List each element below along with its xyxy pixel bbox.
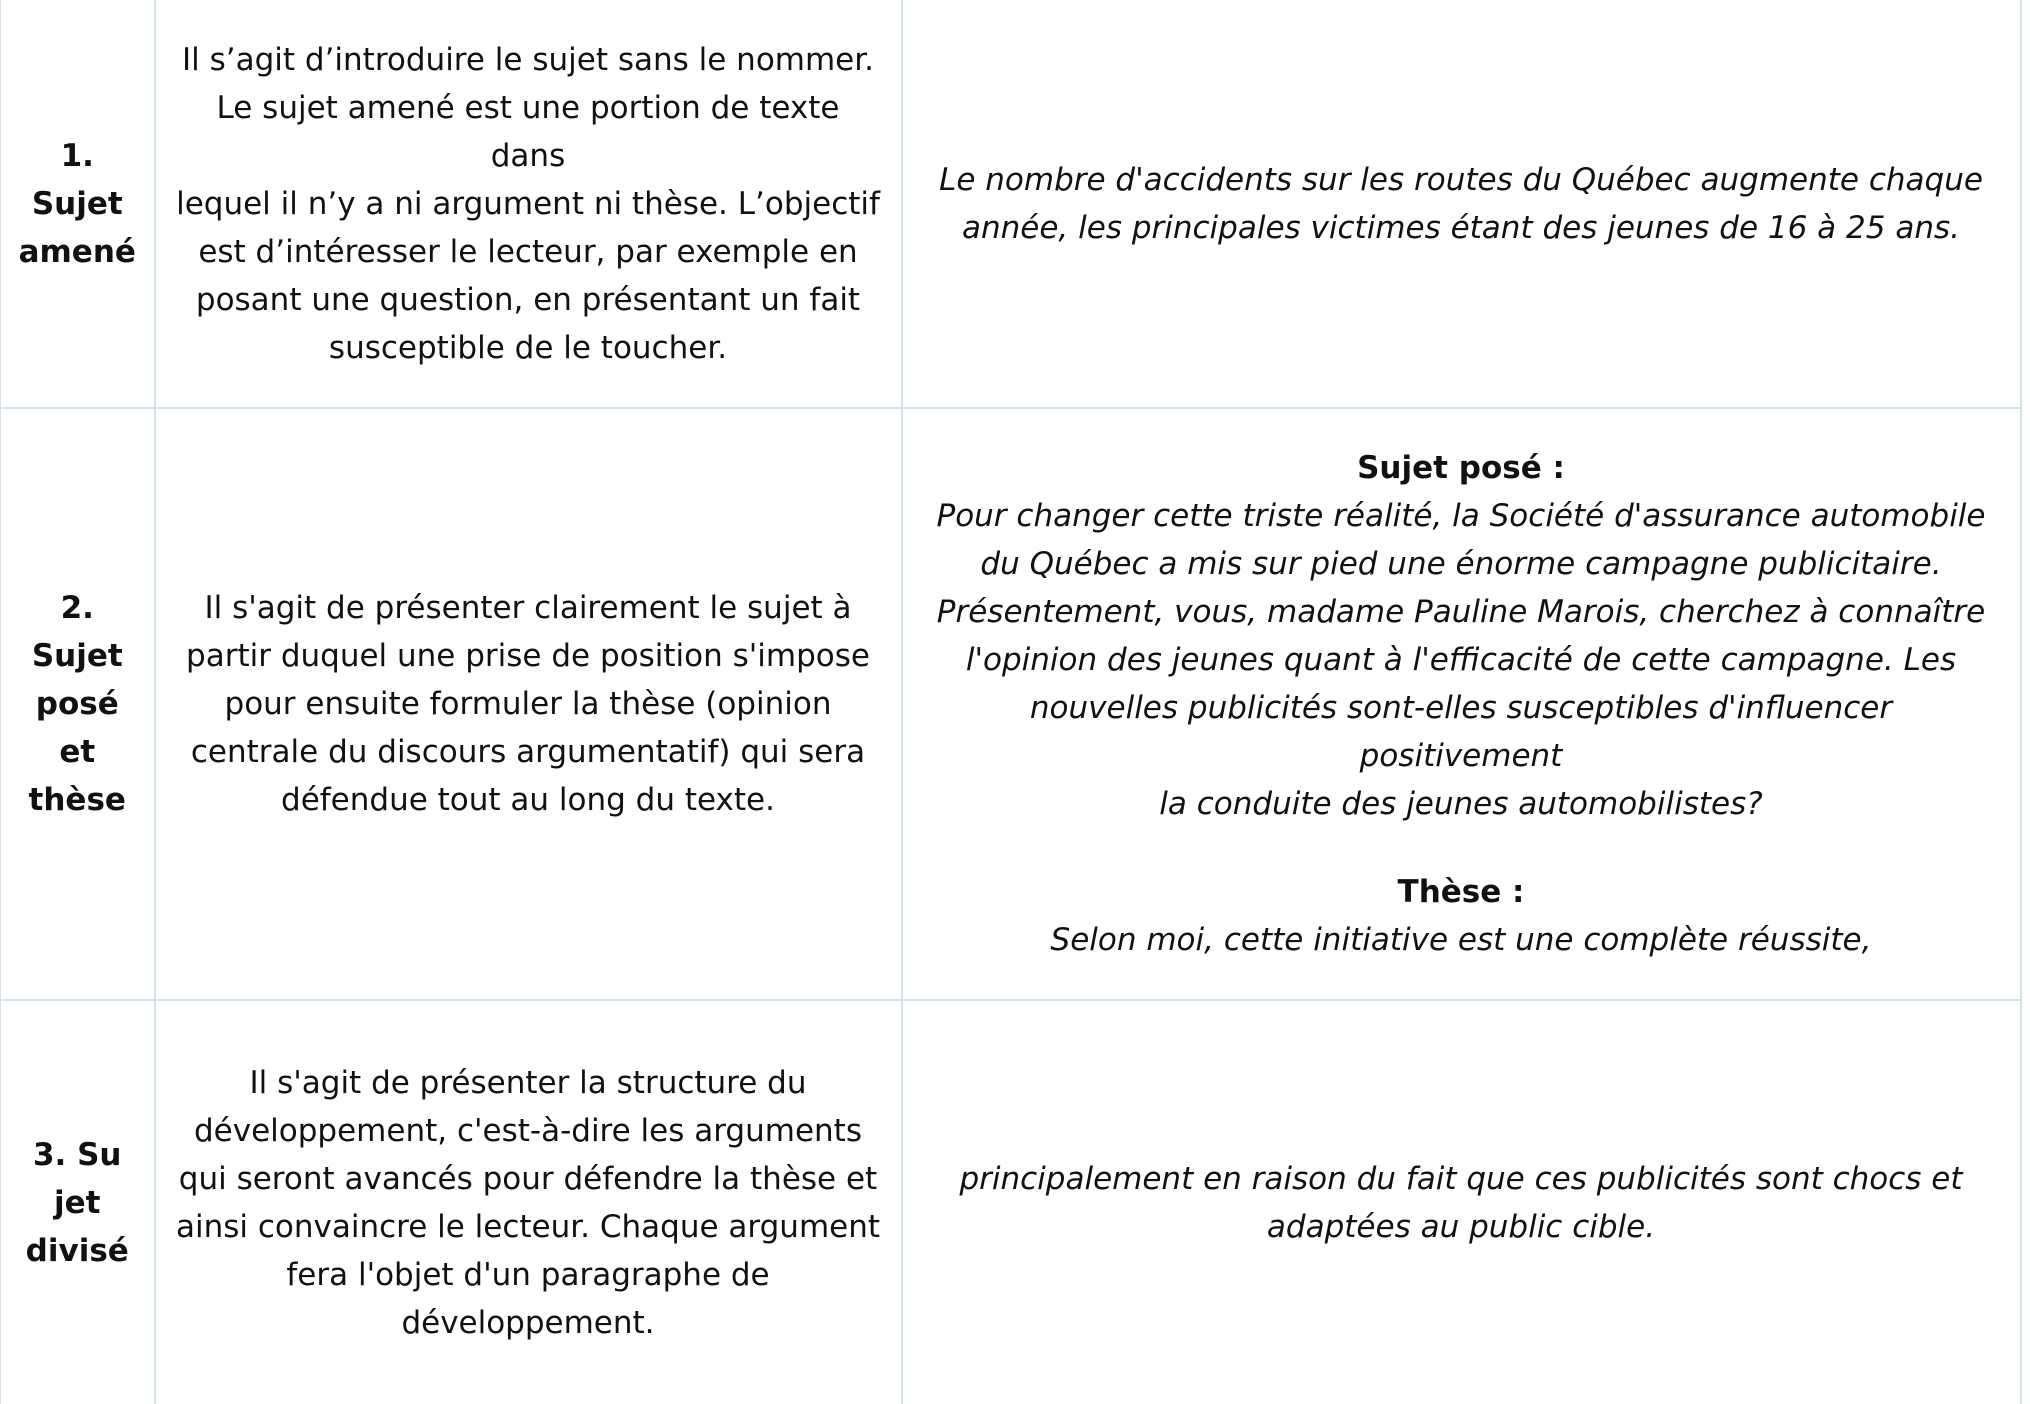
row-label-line: divisé — [25, 1232, 129, 1269]
table-row — [1, 0, 2021, 408]
description-line: lequel il n’y a ni argument ni thèse. L’objectif — [176, 185, 880, 222]
description-line: Il s’agit d’introduire le sujet sans le nommer. — [181, 41, 875, 78]
example-line: Présentement, vous, madame Pauline Marois, cherchez à connaître — [936, 594, 1986, 630]
description-line: Le sujet amené est une portion de texte dans — [216, 89, 840, 174]
table-row — [1, 408, 2021, 1000]
description-line: développement. — [401, 1304, 655, 1341]
row-label-line: 2. — [60, 590, 94, 626]
row-example — [902, 408, 2021, 1000]
description-line: susceptible de le toucher. — [328, 329, 728, 366]
example-line: Le nombre d'accidents sur les routes du Québec augmente chaque — [939, 161, 1983, 198]
row-label-line: amené — [18, 233, 136, 270]
example-line: du Québec a mis sur pied une énorme campagne publicitaire. — [980, 546, 1942, 582]
row-description — [155, 408, 902, 1000]
row-label-line: posé — [35, 686, 119, 722]
description-line: partir duquel une prise de position s'impose — [186, 638, 870, 674]
description-line: centrale du discours argumentatif) qui sera — [190, 734, 866, 770]
example-line: Selon moi, cette initiative est une complète réussite, — [1050, 922, 1872, 958]
description-line: est d’intéresser le lecteur, par exemple en — [198, 233, 858, 270]
example-line: année, les principales victimes étant des jeunes de 16 à 25 ans. — [962, 209, 1960, 246]
spacer — [927, 828, 1996, 868]
row-label-line: 1. — [60, 137, 94, 174]
row-example — [902, 1000, 2021, 1404]
row-description — [155, 0, 902, 408]
description-line: Il s'agit de présenter clairement le sujet à — [204, 590, 852, 626]
table-row — [1, 1000, 2021, 1404]
description-line: qui seront avancés pour défendre la thèse et — [178, 1160, 878, 1197]
row-label-line: Sujet — [31, 185, 123, 222]
description-line: posant une question, en présentant un fait — [195, 281, 861, 318]
example-line: l'opinion des jeunes quant à l'efficacité de cette campagne. Les — [965, 642, 1957, 678]
description-line: pour ensuite formuler la thèse (opinion — [224, 686, 832, 722]
example-line: la conduite des jeunes automobilistes? — [1159, 786, 1763, 822]
row-label-sujet-pose-these — [1, 408, 155, 1000]
row-label-line: 3. Su — [32, 1136, 122, 1173]
description-line: développement, c'est-à-dire les arguments — [194, 1112, 862, 1149]
row-label-sujet-amene — [1, 0, 155, 408]
example-heading-sujet-pose: Sujet posé : — [1357, 450, 1565, 486]
row-label-line: jet — [54, 1184, 101, 1221]
row-label-sujet-divise — [1, 1000, 155, 1404]
description-line: ainsi convaincre le lecteur. Chaque argument — [175, 1208, 881, 1245]
description-line: Il s'agit de présenter la structure du — [249, 1064, 807, 1101]
row-description — [155, 1000, 902, 1404]
description-line: défendue tout au long du texte. — [281, 782, 775, 818]
example-line: Pour changer cette triste réalité, la Société d'assurance automobile — [936, 498, 1986, 534]
row-label-line: et — [59, 734, 96, 770]
description-line: fera l'objet d'un paragraphe de — [286, 1256, 770, 1293]
row-example — [902, 0, 2021, 408]
row-label-line: Sujet — [31, 638, 123, 674]
example-line: nouvelles publicités sont-elles susceptibles d'influencer positivement — [1029, 690, 1893, 774]
example-heading-these: Thèse : — [1397, 874, 1525, 910]
example-line: adaptées au public cible. — [1266, 1208, 1656, 1245]
example-line: principalement en raison du fait que ces publicités sont chocs et — [959, 1160, 1963, 1197]
row-label-line: thèse — [28, 782, 126, 818]
